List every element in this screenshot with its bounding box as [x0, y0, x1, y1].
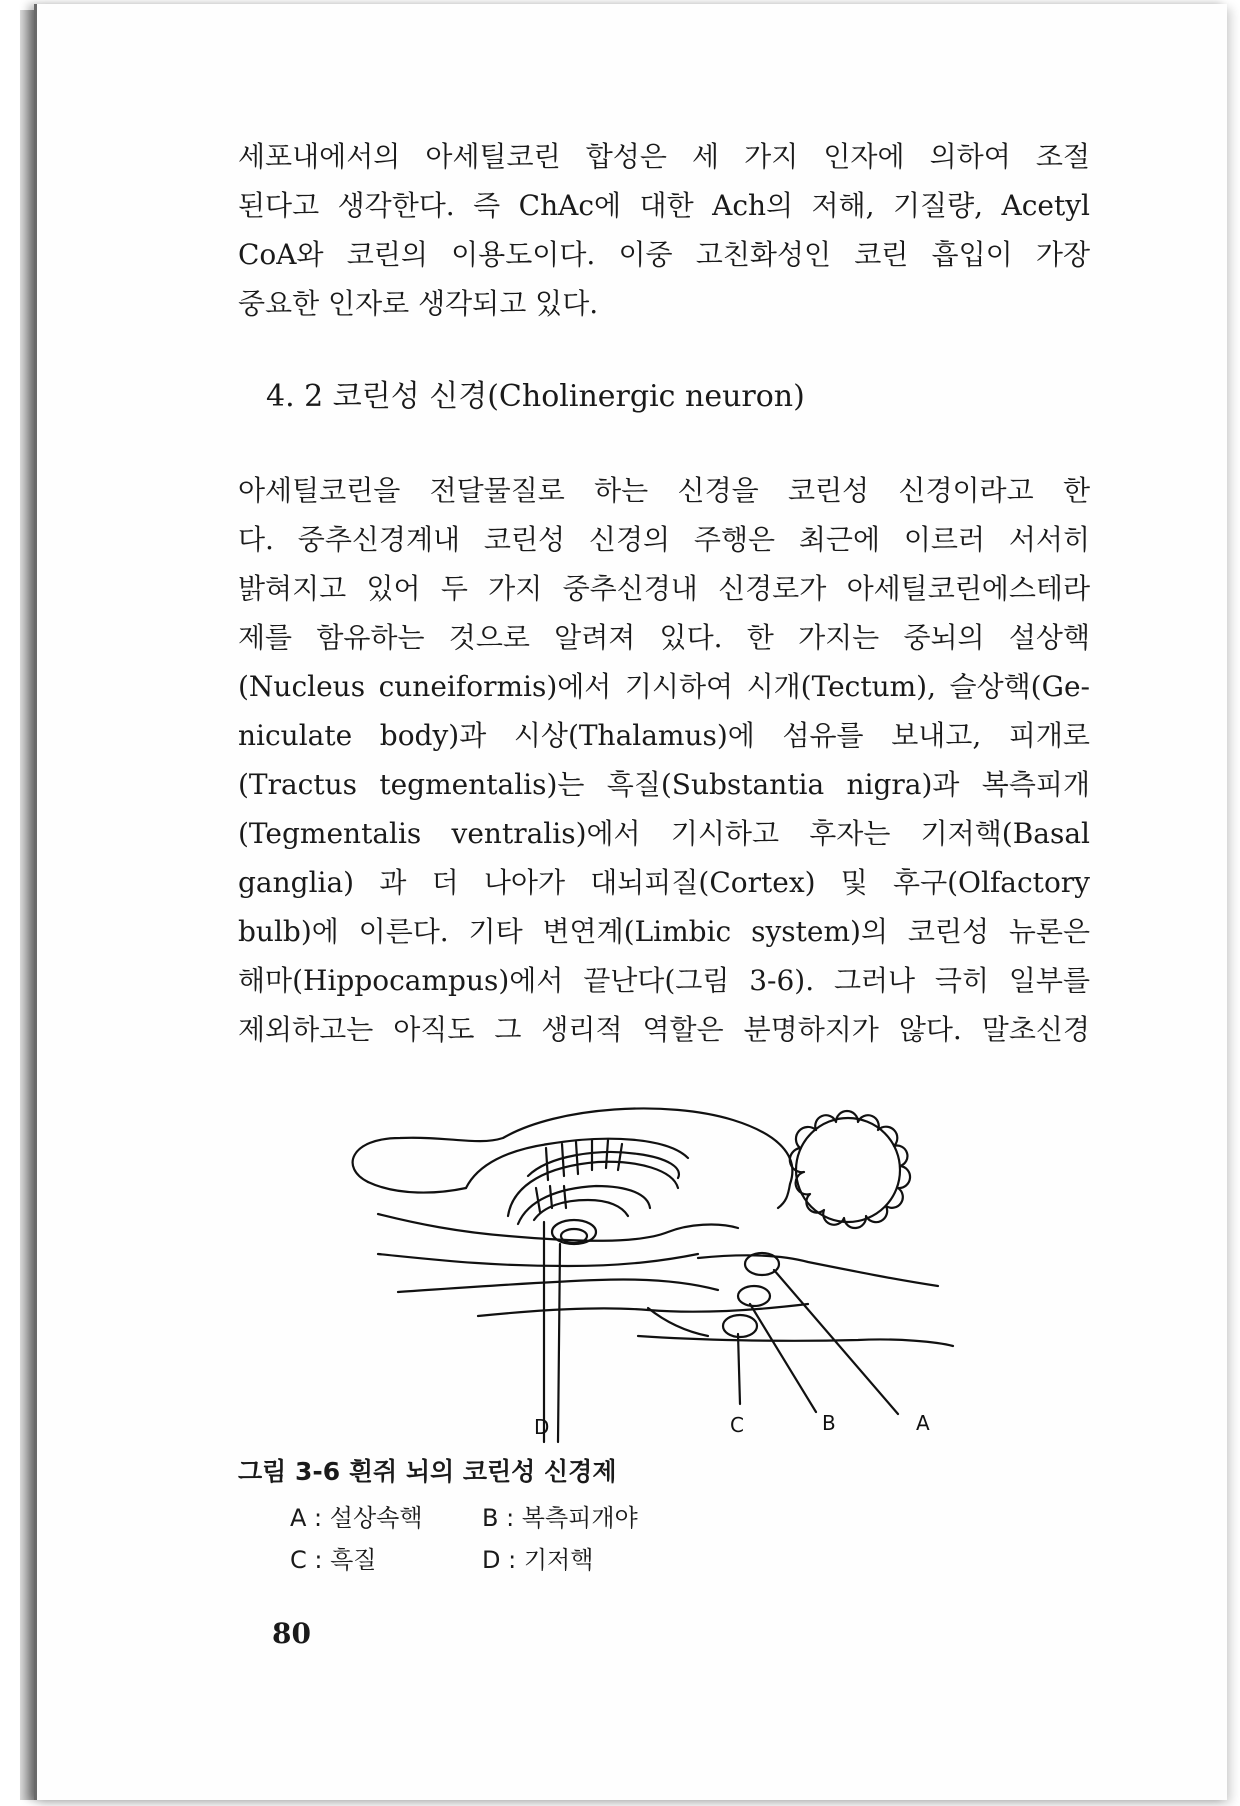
text-line: niculate body)과 시상(Thalamus)에 섬유를 보내고, 피개로 — [238, 719, 1090, 752]
text-line: 밝혀지고 있어 두 가지 중추신경내 신경로가 아세틸코린에스테라 — [238, 572, 1090, 605]
legend-row — [290, 1540, 593, 1580]
rat-brain-diagram — [338, 1104, 978, 1444]
paragraph-2 — [238, 466, 1090, 1056]
nucleus-c-ellipse — [723, 1315, 757, 1337]
olfactory-bulb — [368, 1182, 466, 1193]
label-b: B — [822, 1411, 836, 1435]
text-line: (Nucleus cuneiformis)에서 기시하여 시개(Tectum), 슬상핵(Ge- — [238, 670, 1090, 703]
nucleus-b-ellipse — [738, 1286, 770, 1306]
legend-row — [290, 1498, 638, 1538]
text-line: 중요한 인자로 생각되고 있다. — [238, 287, 599, 320]
label-c: C — [730, 1413, 744, 1437]
text-line: (Tegmentalis ventralis)에서 기시하고 후자는 기저핵(Basal — [238, 817, 1090, 850]
legend-item: C : 흑질 — [290, 1546, 377, 1574]
text-line: ganglia) 과 더 나아가 대뇌피질(Cortex) 및 후구(Olfactory — [238, 866, 1090, 899]
page-number: 80 — [272, 1617, 311, 1650]
section-heading: 4. 2 코린성 신경(Cholinergic neuron) — [266, 379, 805, 414]
text-line: (Tractus tegmentalis)는 흑질(Substantia nigra)과 복측피개 — [238, 768, 1090, 801]
figure-caption: 그림 3-6 흰쥐 뇌의 코린성 신경제 — [238, 1457, 617, 1486]
text-line: 다. 중추신경계내 코린성 신경의 주행은 최근에 이르러 서서히 — [238, 523, 1090, 556]
text-line: bulb)에 이른다. 기타 변연계(Limbic system)의 코린성 뉴론은 — [238, 915, 1090, 948]
legend-item: D : 기저핵 — [482, 1546, 594, 1574]
text-line: 아세틸코린을 전달물질로 하는 신경을 코린성 신경이라고 한 — [238, 474, 1090, 507]
text-line: CoA와 코린의 이용도이다. 이중 고친화성인 코린 흡입이 가장 — [238, 238, 1090, 271]
cerebellum-icon — [790, 1111, 910, 1228]
text-line: 해마(Hippocampus)에서 끝난다(그림 3-6). 그러나 극히 일부를 — [238, 964, 1090, 997]
page-edge — [20, 10, 34, 1800]
legend-item: B : 복측피개야 — [482, 1504, 638, 1532]
legend-item: A : 설상속핵 — [290, 1504, 423, 1532]
label-a: A — [916, 1411, 930, 1435]
text-line: 제를 함유하는 것으로 알려져 있다. 한 가지는 중뇌의 설상핵 — [238, 621, 1090, 654]
paragraph-1 — [238, 132, 1090, 328]
text-line: 된다고 생각한다. 즉 ChAc에 대한 Ach의 저해, 기질량, Acetyl — [238, 189, 1090, 222]
text-line: 세포내에서의 아세틸코린 합성은 세 가지 인자에 의하여 조절 — [238, 140, 1090, 173]
label-d: D — [534, 1415, 550, 1439]
text-line: 제외하고는 아직도 그 생리적 역할은 분명하지가 않다. 말초신경 — [238, 1013, 1090, 1046]
